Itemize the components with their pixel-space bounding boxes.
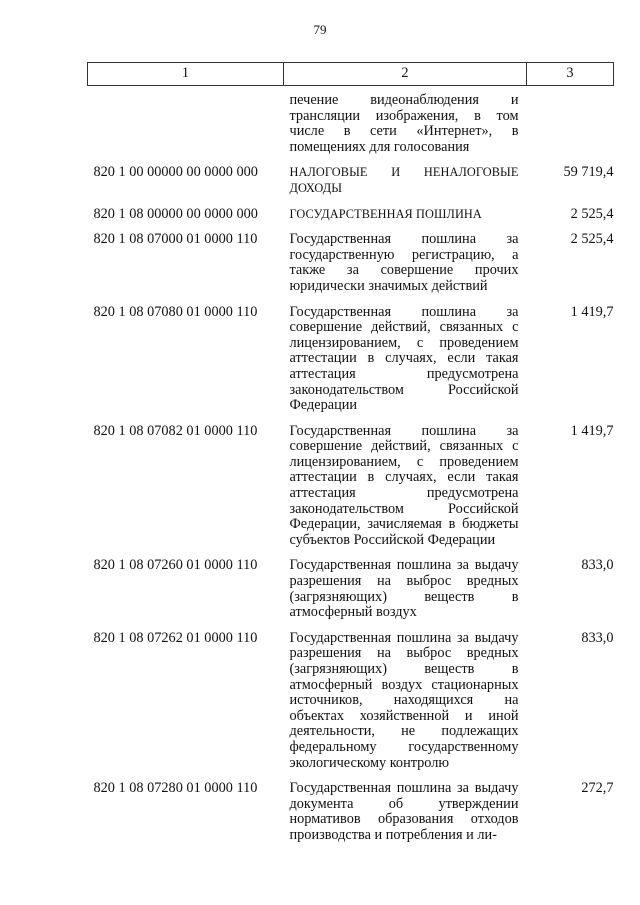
- table-row: [88, 771, 614, 843]
- revenue-table: [87, 62, 614, 844]
- row-code: 820 1 08 07260 01 0000 110: [93, 557, 258, 574]
- row-description: Государственная пошлина за совершение действий, связанных с лицензированием, с проведением аттестации в случаях, если такая аттестация предусмотрена законодательством Российской Федерации: [289, 303, 519, 414]
- row-description: Государственная пошлина за выдачу разрешения на выброс вредных (загрязняющих) веществ в атмосферный воздух: [289, 557, 519, 621]
- row-amount: 833,0: [581, 557, 614, 574]
- row-amount: 2 525,4: [570, 205, 614, 222]
- row-code: 820 1 08 00000 00 0000 000: [93, 205, 258, 222]
- table-header-row: [88, 63, 614, 86]
- column-header-3: 3: [527, 63, 614, 86]
- table-row: [88, 295, 614, 414]
- row-code: 820 1 08 07000 01 0000 110: [93, 231, 258, 248]
- row-amount: 833,0: [581, 629, 614, 646]
- row-description: Государственная пошлина за выдачу документа об утверждении нормативов образования отходов производства и потребления и ли-: [289, 780, 519, 843]
- row-code: 820 1 08 07080 01 0000 110: [93, 303, 258, 320]
- row-description-continuation: печение видеонаблюдения и трансляции изображения, в том числе в сети «Интернет», в помещениях для голосования: [289, 92, 519, 155]
- row-description: ГОСУДАРСТВЕННАЯ ПОШЛИНА: [289, 206, 482, 221]
- table-row: [88, 414, 614, 549]
- row-code: 820 1 08 07280 01 0000 110: [93, 780, 258, 797]
- row-amount: 2 525,4: [570, 231, 614, 248]
- table-row: [88, 86, 614, 156]
- table-row: [88, 155, 614, 196]
- row-amount: 1 419,7: [570, 303, 614, 320]
- row-code: 820 1 08 07262 01 0000 110: [93, 629, 258, 646]
- page-number: 79: [313, 22, 327, 37]
- row-description: Государственная пошлина за государственную регистрацию, а также за совершение прочих юридически значимых действий: [289, 231, 519, 294]
- row-description: Государственная пошлина за выдачу разрешения на выброс вредных (загрязняющих) веществ в атмосферный воздух стационарных источников, находящихся на объектах хозяйственной и иной деятельности, не подлежащих федеральному государственному экологическому контролю: [289, 629, 519, 771]
- column-header-1: 1: [88, 63, 284, 86]
- row-amount: 59 719,4: [563, 164, 614, 181]
- row-description: Государственная пошлина за совершение действий, связанных с лицензированием, с проведением аттестации в случаях, если такая аттестация предусмотрена законодательством Российской Федерации, зачисляемая в бюджеты субъектов Российской Федерации: [289, 422, 519, 548]
- row-code: 820 1 00 00000 00 0000 000: [93, 164, 258, 181]
- row-amount: 1 419,7: [570, 422, 614, 439]
- row-amount: 272,7: [581, 780, 614, 797]
- row-code: [88, 86, 284, 156]
- row-description: НАЛОГОВЫЕ И НЕНАЛОГОВЫЕ ДОХОДЫ: [289, 165, 519, 195]
- column-header-2: 2: [284, 63, 527, 86]
- row-amount: [527, 86, 614, 156]
- table-row: [88, 621, 614, 771]
- table-row: [88, 222, 614, 294]
- row-code: 820 1 08 07082 01 0000 110: [93, 422, 258, 439]
- table-row: [88, 197, 614, 223]
- table-row: [88, 548, 614, 620]
